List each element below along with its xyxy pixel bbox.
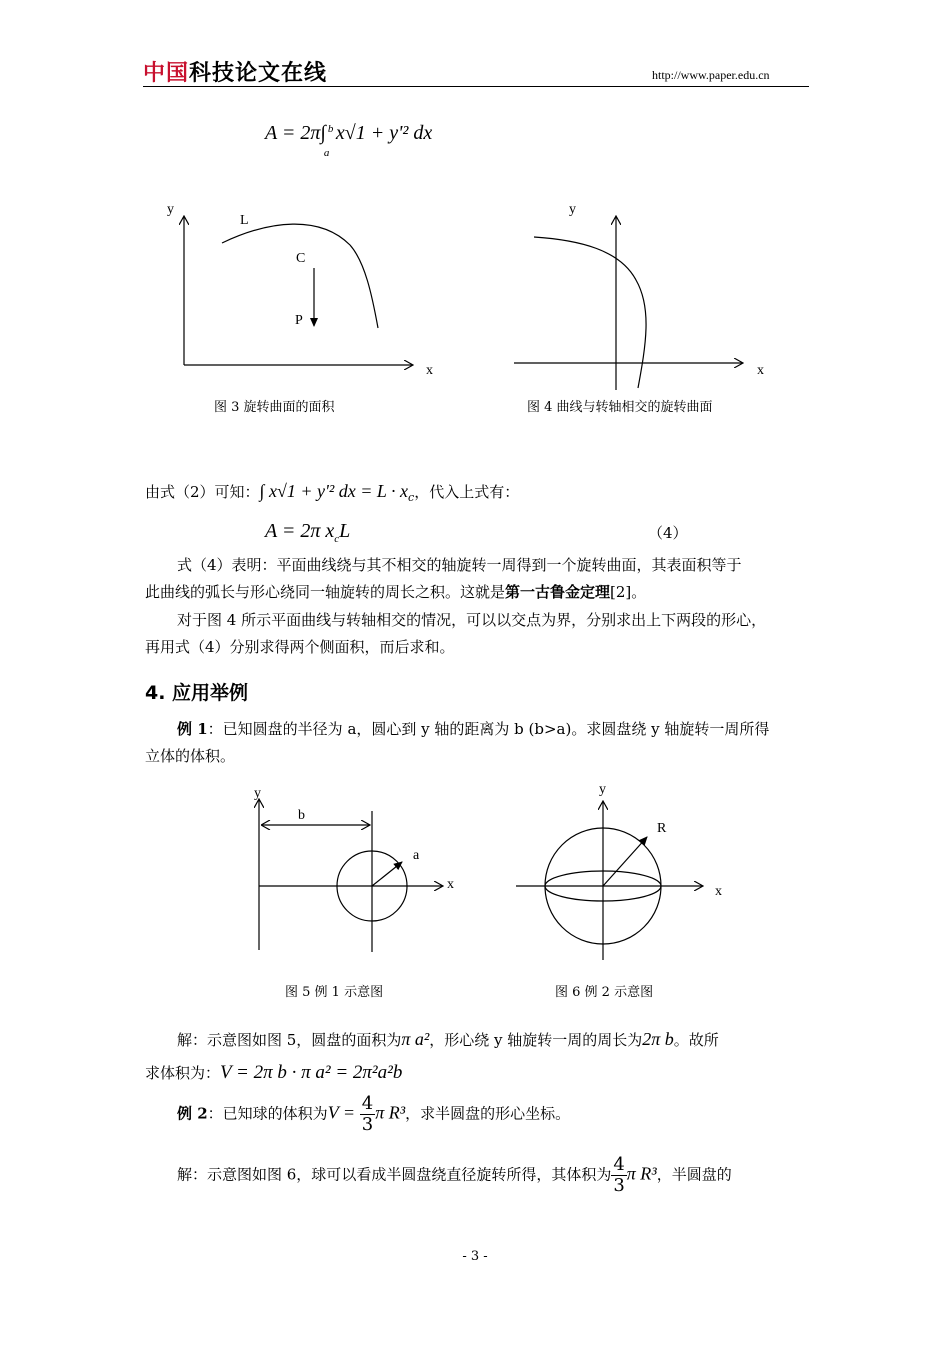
fig5-x-label: x (447, 877, 454, 892)
fig3-C-label: C (296, 251, 306, 266)
fig3-caption: 图 3 旋转曲面的面积 (214, 400, 335, 415)
solution2-line: 解：示意图如图 6，球可以看成半圆盘绕直径旋转所得，其体积为 $\frac{4}{3}$ π R³，半圆盘的 (177, 1154, 732, 1196)
fig5-radius-a (372, 862, 402, 886)
para3-line1: 对于图 4 所示平面曲线与转轴相交的情况，可以以交点为界，分别求出上下两段的形心， (177, 611, 767, 629)
equation-4: A = 2π $x_cL$ (265, 520, 351, 545)
page-number: - 3 - (462, 1249, 488, 1264)
fig5-a-label: a (413, 848, 420, 863)
fig4-curve (534, 237, 646, 388)
fig6-R-label: R (657, 821, 667, 836)
fig4-y-label: y (569, 202, 576, 217)
site-logo: 中国科技论文在线 (143, 61, 328, 86)
solution1-line1: 解：示意图如图 5，圆盘的面积为π a²，形心绕 y 轴旋转一周的周长为2π b。故所 (177, 1029, 719, 1049)
fig3-x-label: x (426, 363, 433, 378)
figure-5 (259, 800, 442, 952)
fig4-caption: 图 4 曲线与转轴相交的旋转曲面 (527, 400, 713, 415)
example2-line: 例 2：已知球的体积为V = $\frac{4}{3}$ π R³，求半圆盘的形心坐标。 (177, 1093, 571, 1135)
para3-line2: 再用式（4）分别求得两个侧面积，而后求和。 (145, 638, 455, 656)
fig5-y-label: y (254, 786, 261, 801)
fig3-y-label: y (167, 202, 174, 217)
figure-6 (516, 802, 702, 960)
equation-4-number: （4） (648, 524, 688, 542)
fig6-y-label: y (599, 782, 606, 797)
figure-3 (184, 217, 412, 365)
fig6-radius-R (603, 837, 647, 886)
solution1-line2: 求体积为：V = 2π b · π a² = 2π²a²b (145, 1062, 403, 1083)
header-url: http://www.paper.edu.cn (652, 68, 770, 82)
example1-line1: 例 1：已知圆盘的半径为 a，圆心到 y 轴的距离为 b (b>a)。求圆盘绕 y 轴旋转一周所得 (177, 720, 770, 738)
para2-line1: 式（4）表明：平面曲线绕与其不相交的轴旋转一周得到一个旋转曲面，其表面积等于 (177, 556, 742, 574)
surface-area-equation: A = 2π∫ b a x√1 + y'² dx (265, 122, 433, 159)
fig6-x-label: x (715, 884, 722, 899)
example1-line2: 立体的体积。 (145, 747, 236, 765)
figure-4 (514, 217, 742, 390)
fig5-caption: 图 5 例 1 示意图 (285, 985, 384, 1000)
para1: 由式（2）可知：∫ x√1 + y'² dx = $L \cdot x_c$，代入上式有： (145, 481, 520, 504)
fig3-L-label: L (240, 213, 249, 228)
section-heading: 4. 应用举例 (145, 682, 249, 704)
fig4-x-label: x (757, 363, 764, 378)
para2-line2: 此曲线的弧长与形心绕同一轴旋转的周长之积。这就是第一古鲁金定理[2]。 (145, 583, 647, 601)
fig6-caption: 图 6 例 2 示意图 (555, 985, 654, 1000)
fig3-P-label: P (295, 313, 303, 328)
fig5-b-label: b (298, 808, 305, 823)
